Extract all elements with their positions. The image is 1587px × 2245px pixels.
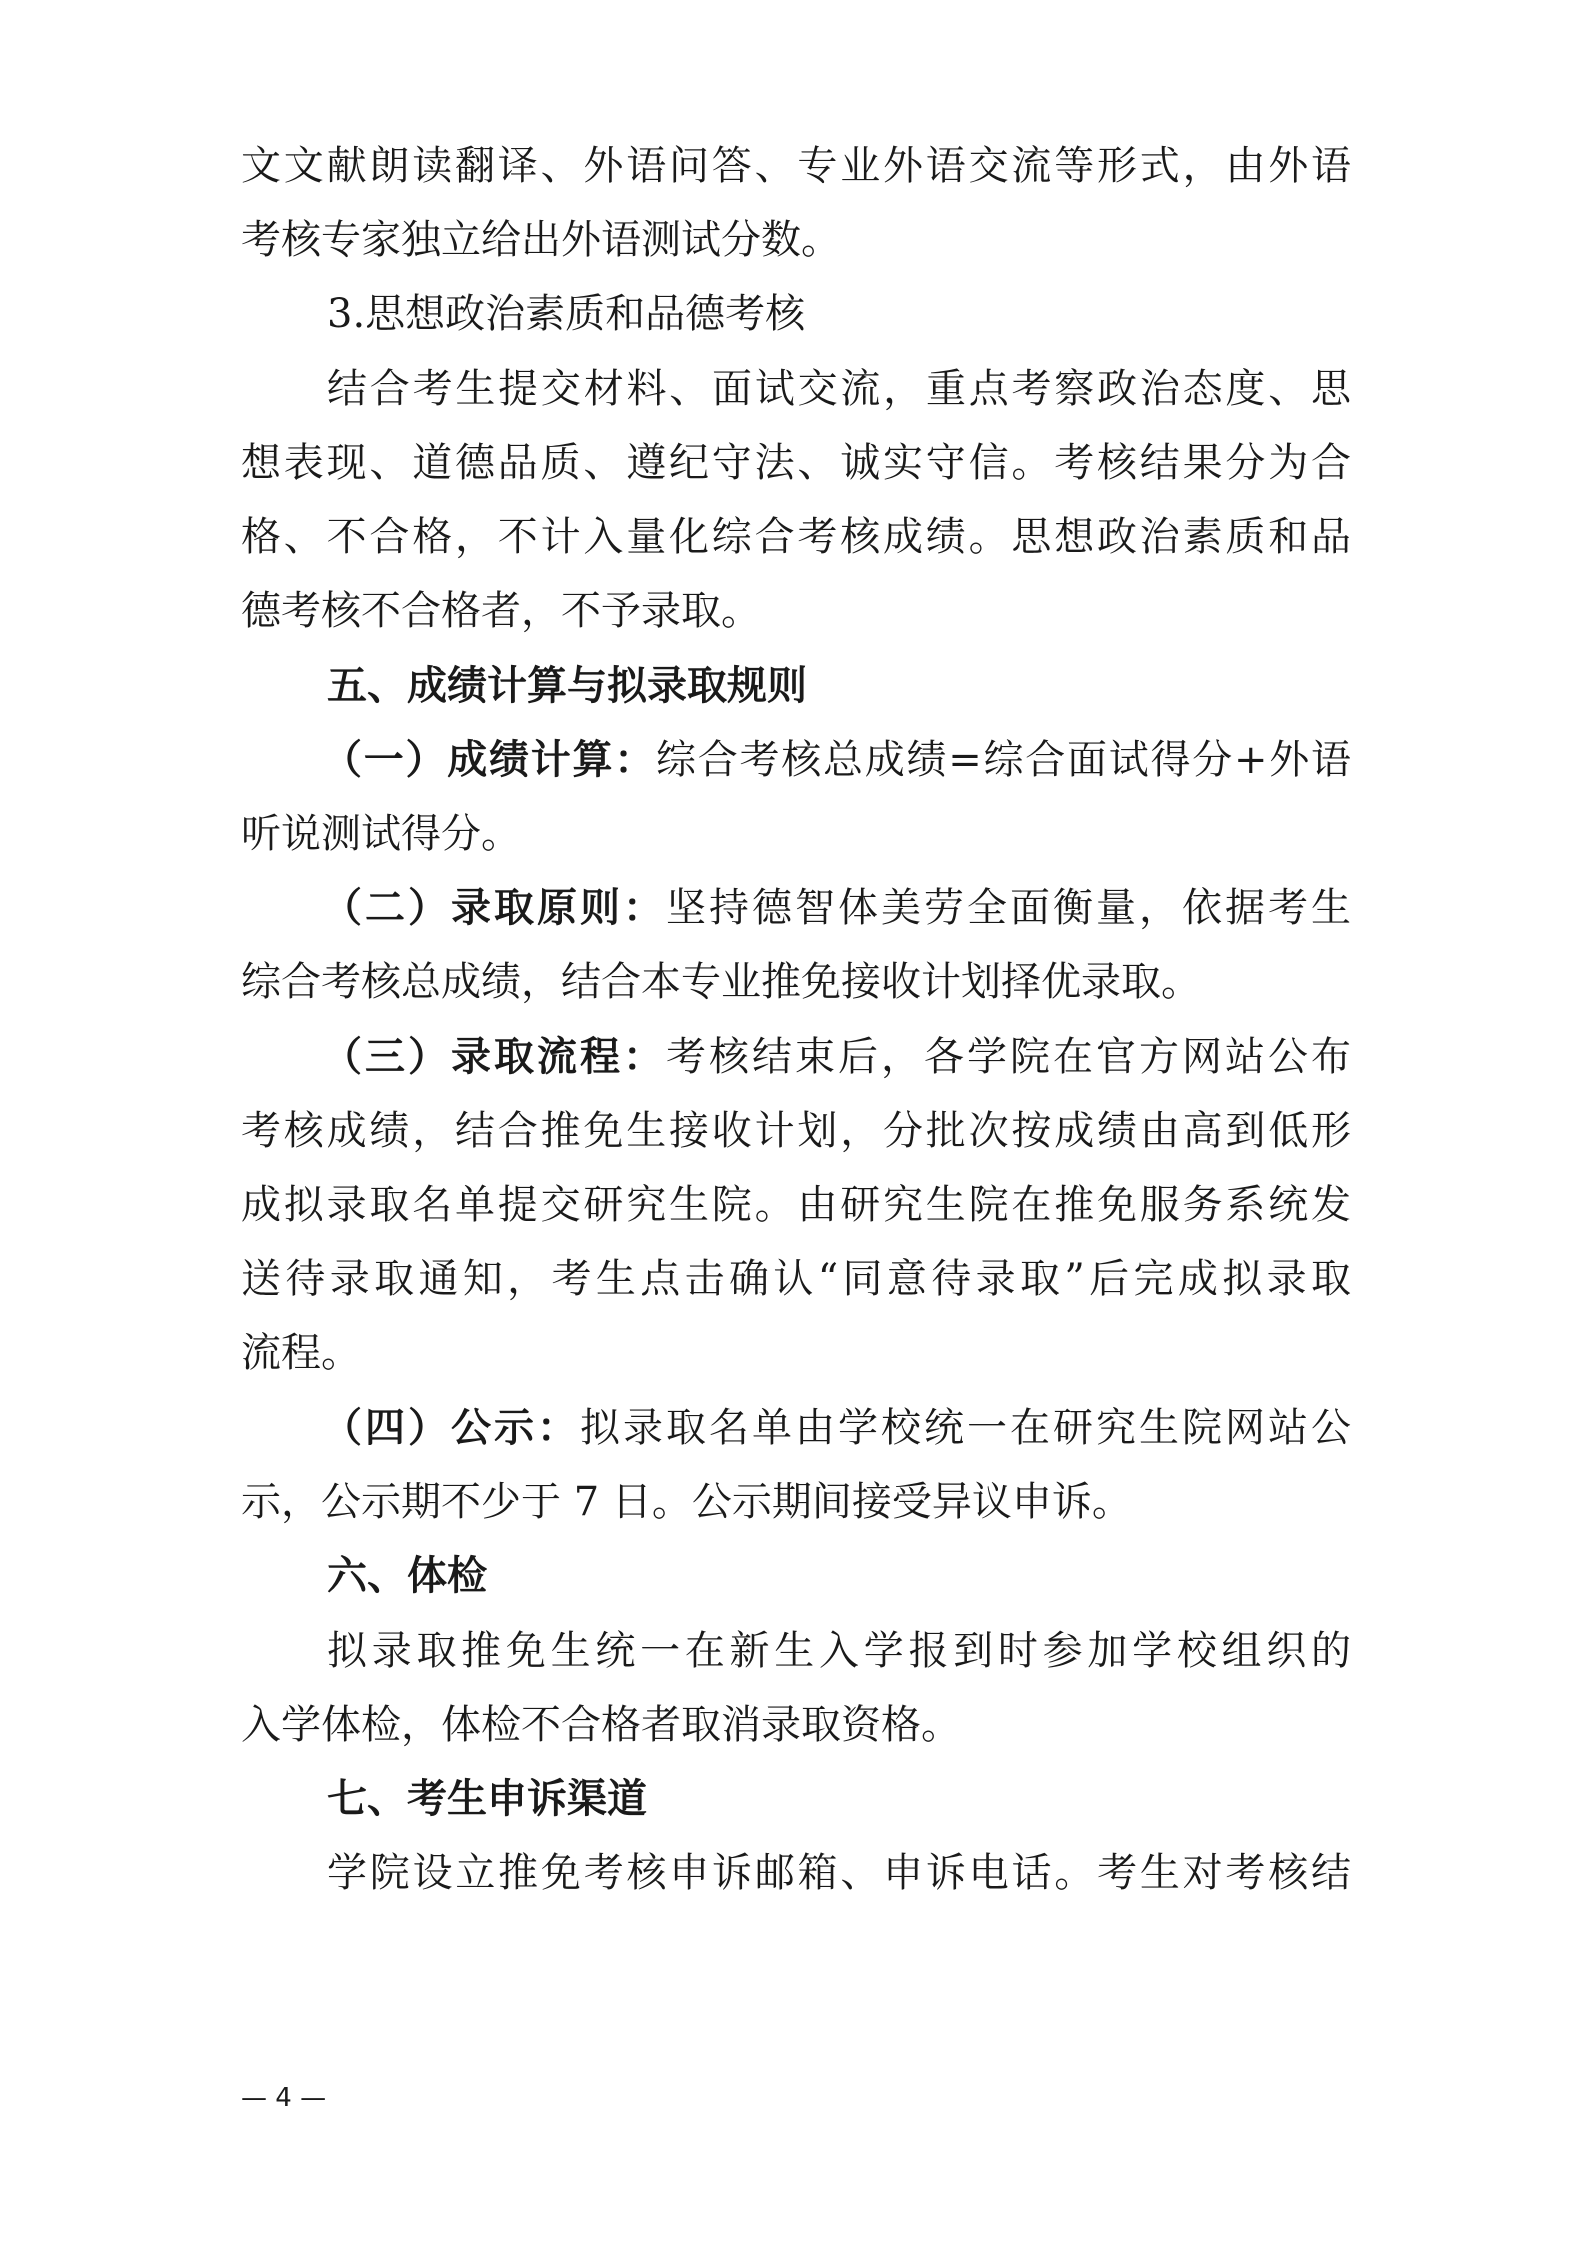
- body-line: 学院设立推免考核申诉邮箱、申诉电话。考生对考核结: [327, 1850, 1351, 1896]
- subsection-heading: 3.思想政治素质和品德考核: [327, 291, 806, 337]
- section-heading-5: 五、成绩计算与拟录取规则: [327, 663, 807, 709]
- body-line: 想表现、道德品质、遵纪守法、诚实守信。考核结果分为合: [241, 440, 1351, 486]
- rule-item-3: [322, 1017, 1351, 1097]
- body-line: 考核成绩，结合推免生接收计划，分批次按成绩由高到低形: [241, 1108, 1351, 1154]
- body-line: 送待录取通知，考生点击确认“同意待录取”后完成拟录取: [241, 1256, 1351, 1302]
- rule-item-text: 综合考核总成绩=综合面试得分+外语: [656, 737, 1351, 783]
- body-line: 格、不合格，不计入量化综合考核成绩。思想政治素质和品: [241, 514, 1351, 560]
- body-line: 入学体检，体检不合格者取消录取资格。: [241, 1702, 961, 1748]
- body-line: 听说测试得分。: [241, 811, 521, 857]
- section-heading-6: 六、体检: [327, 1553, 487, 1599]
- body-line: 结合考生提交材料、面试交流，重点考察政治态度、思: [327, 366, 1351, 412]
- rule-item-text: 坚持德智体美劳全面衡量，依据考生: [666, 885, 1351, 931]
- body-line: 考核专家独立给出外语测试分数。: [241, 217, 841, 263]
- body-line: 成拟录取名单提交研究生院。由研究生院在推免服务系统发: [241, 1182, 1351, 1228]
- rule-item-label: （四）公示：: [322, 1405, 580, 1451]
- body-line: 文文献朗读翻译、外语问答、专业外语交流等形式，由外语: [241, 143, 1351, 189]
- section-heading-7: 七、考生申诉渠道: [327, 1776, 647, 1822]
- rule-item-label: （一）成绩计算：: [322, 737, 656, 783]
- rule-item-2: [322, 868, 1351, 948]
- page-number: — 4 —: [241, 2083, 327, 2113]
- rule-item-text: 拟录取名单由学校统一在研究生院网站公: [580, 1405, 1351, 1451]
- body-line: 示，公示期不少于 7 日。公示期间接受异议申诉。: [241, 1479, 1132, 1525]
- body-line: 流程。: [241, 1330, 361, 1376]
- rule-item-label: （三）录取流程：: [322, 1034, 666, 1080]
- body-line: 拟录取推免生统一在新生入学报到时参加学校组织的: [327, 1628, 1351, 1674]
- rule-item-text: 考核结束后，各学院在官方网站公布: [666, 1034, 1351, 1080]
- body-line: 德考核不合格者，不予录取。: [241, 588, 761, 634]
- rule-item-4: [322, 1388, 1351, 1468]
- rule-item-1: [322, 720, 1351, 800]
- body-line: 综合考核总成绩，结合本专业推免接收计划择优录取。: [241, 959, 1201, 1005]
- rule-item-label: （二）录取原则：: [322, 885, 666, 931]
